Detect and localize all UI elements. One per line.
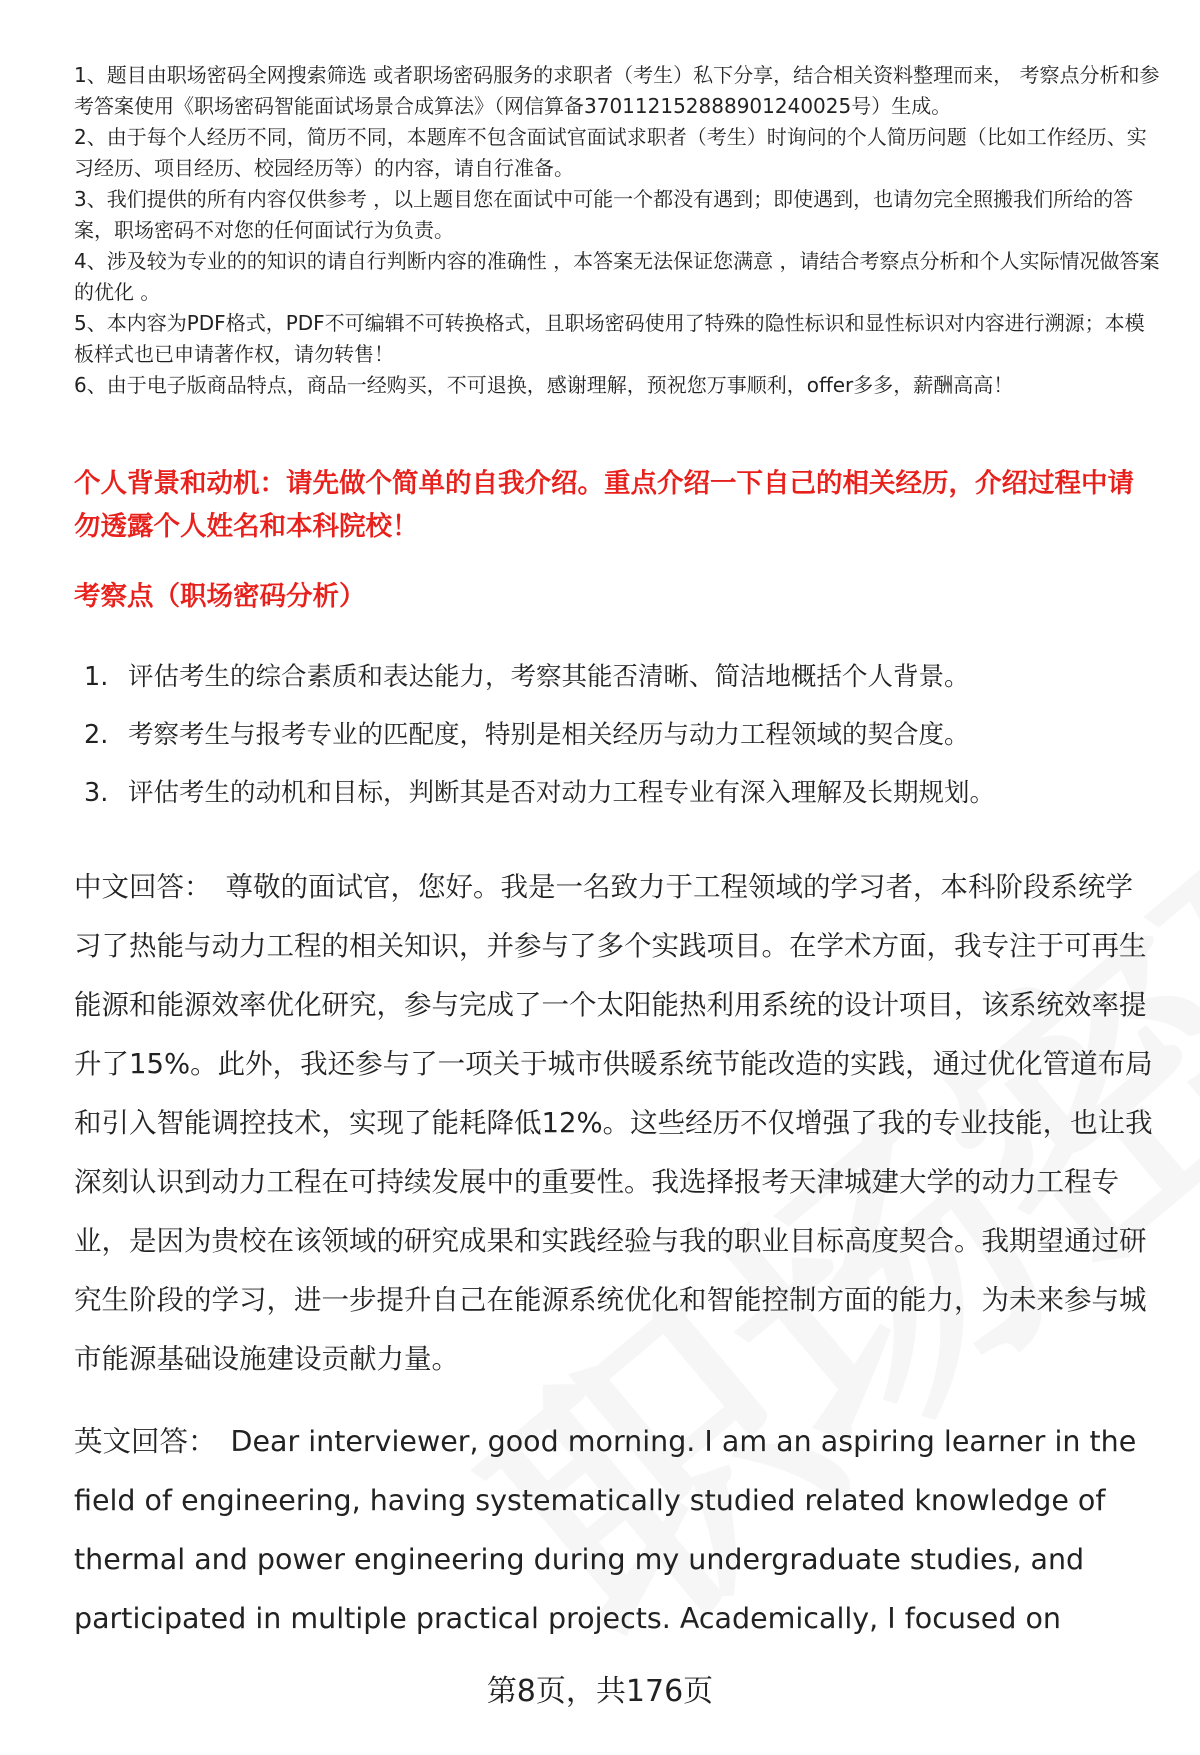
analysis-item (84, 648, 1164, 706)
analysis-item-number: 3. (84, 778, 109, 808)
english-answer (74, 1412, 1160, 1648)
note-item: 5、本内容为PDF格式，PDF不可编辑不可转换格式，且职场密码使用了特殊的隐性标识和显性标识对内容进行溯源；本模板样式也已申请著作权，请勿转售！ (74, 311, 1145, 366)
analysis-item (84, 706, 1164, 764)
analysis-list (84, 648, 1164, 822)
chinese-answer-text: 尊敬的面试官，您好。我是一名致力于工程领域的学习者，本科阶段系统学习了热能与动力工程的相关知识，并参与了多个实践项目。在学术方面，我专注于可再生能源和能源效率优化研究，参与完成了一个太阳能热利用系统的设计项目，该系统效率提升了15%。此外，我还参与了一项关于城市供暖系统节能改造的实践，通过优化管道布局和引入智能调控技术，实现了能耗降低12%。这些经历不仅增强了我的专业技能，也让我深刻认识到动力工程在可持续发展中的重要性。我选择报考天津城建大学的动力工程专业，是因为贵校在该领域的研究成果和实践经验与我的职业目标高度契合。我期望通过研究生阶段的学习，进一步提升自己在能源系统优化和智能控制方面的能力，为未来参与城市能源基础设施建设贡献力量。 (74, 871, 1153, 1375)
note-item: 4、涉及较为专业的的知识的请自行判断内容的准确性 ，本答案无法保证您满意 ，请结合考察点分析和个人实际情况做答案的优化 。 (74, 249, 1160, 304)
analysis-item (84, 764, 1164, 822)
english-answer-text: Dear interviewer, good morning. I am an aspiring learner in the field of engineering, having systematically studied related knowledge of thermal and power engineering during my undergraduate studies, and participated in multiple practical projects. Academically, I focused on (74, 1425, 1137, 1635)
chinese-answer-label: 中文回答： (74, 871, 212, 903)
disclaimer-notes (74, 60, 1162, 401)
english-answer-label: 英文回答： (74, 1425, 217, 1458)
analysis-item-text: 考察考生与报考专业的匹配度，特别是相关经历与动力工程领域的契合度。 (128, 720, 970, 750)
note-item: 2、由于每个人经历不同，简历不同，本题库不包含面试官面试求职者（考生）时询问的个人简历问题（比如工作经历、实习经历、项目经历、校园经历等）的内容，请自行准备。 (74, 125, 1147, 180)
analysis-item-number: 1. (84, 662, 109, 692)
analysis-title: 考察点（职场密码分析） (74, 581, 366, 612)
question-title: 个人背景和动机：请先做个简单的自我介绍。重点介绍一下自己的相关经历，介绍过程中请勿透露个人姓名和本科院校！ (74, 468, 1134, 542)
note-item: 3、我们提供的所有内容仅供参考 ，以上题目您在面试中可能一个都没有遇到；即使遇到，也请勿完全照搬我们所给的答案，职场密码不对您的任何面试行为负责。 (74, 187, 1134, 242)
analysis-item-text: 评估考生的综合素质和表达能力，考察其能否清晰、简洁地概括个人背景。 (128, 662, 970, 692)
analysis-item-text: 评估考生的动机和目标，判断其是否对动力工程专业有深入理解及长期规划。 (128, 778, 996, 808)
chinese-answer (74, 858, 1160, 1389)
note-item: 6、由于电子版商品特点，商品一经购买，不可退换，感谢理解，预祝您万事顺利，offer多多，薪酬高高！ (74, 373, 1014, 397)
analysis-item-number: 2. (84, 720, 109, 750)
note-item: 1、题目由职场密码全网搜索筛选 或者职场密码服务的求职者（考生）私下分享，结合相关资料整理而来， 考察点分析和参考答案使用《职场密码智能面试场景合成算法》（网信算备370112152888901240025号）生成。 (74, 63, 1160, 118)
page-number: 第8页，共176页 (486, 1674, 714, 1709)
